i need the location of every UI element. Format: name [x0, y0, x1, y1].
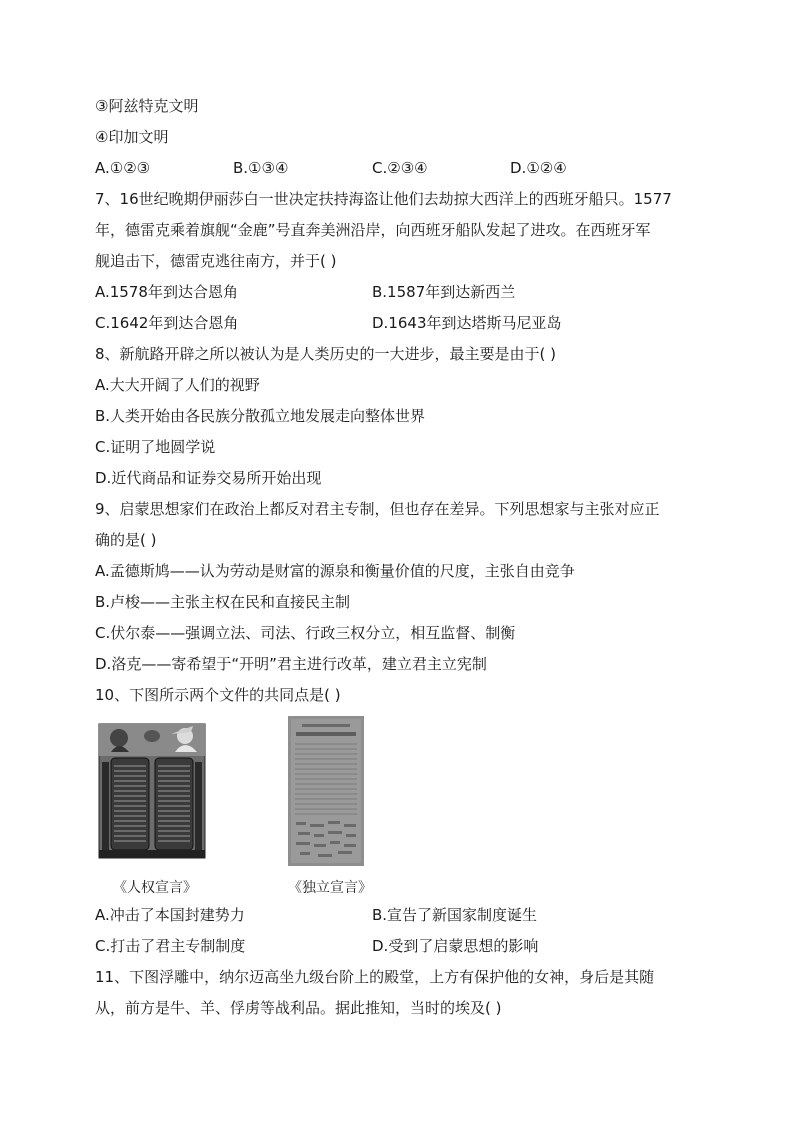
q9-stem-line-2: 确的是( ): [95, 531, 157, 549]
q6-option-d: D.①②④: [510, 159, 567, 177]
q10-option-d: D.受到了启蒙思想的影响: [372, 937, 539, 955]
q7-option-a: A.1578年到达合恩角: [95, 283, 238, 301]
q8-option-b: B.人类开始由各民族分散孤立地发展走向整体世界: [95, 407, 426, 425]
q9-option-d: D.洛克——寄希望于“开明”君主进行改革，建立君主立宪制: [95, 655, 487, 673]
q6-option-b: B.①③④: [233, 159, 289, 177]
q6-option-a: A.①②③: [95, 159, 151, 177]
q11-stem-line-1: 11、下图浮雕中，纳尔迈高坐九级台阶上的殿堂，上方有保护他的女神，身后是其随: [95, 968, 655, 986]
declaration-of-independence-image: [288, 716, 364, 866]
caption-rights-of-man: 《人权宣言》: [113, 880, 197, 896]
q10-option-c: C.打击了君主专制制度: [95, 937, 246, 955]
q7-stem-line-3: 舰追击下，德雷克逃往南方，并于( ): [95, 252, 337, 270]
q7-option-b: B.1587年到达新西兰: [372, 283, 516, 301]
q8-option-a: A.大大开阔了人们的视野: [95, 376, 260, 394]
declaration-rights-of-man-image: [97, 722, 207, 862]
item-aztec: ③阿兹特克文明: [95, 97, 199, 115]
item-inca: ④印加文明: [95, 128, 169, 146]
q8-option-c: C.证明了地圆学说: [95, 438, 216, 456]
q7-option-c: C.1642年到达合恩角: [95, 314, 239, 332]
q9-option-c: C.伏尔泰——强调立法、司法、行政三权分立，相互监督、制衡: [95, 624, 516, 642]
q10-stem: 10、下图所示两个文件的共同点是( ): [95, 686, 341, 704]
q9-stem-line-1: 9、启蒙思想家们在政治上都反对君主专制，但也存在差异。下列思想家与主张对应正: [95, 500, 660, 518]
q7-stem-line-2: 年，德雷克乘着旗舰“金鹿”号直奔美洲沿岸，向西班牙船队发起了进攻。在西班牙军: [95, 221, 651, 239]
q7-stem-line-1: 7、16世纪晚期伊丽莎白一世决定扶持海盗让他们去劫掠大西洋上的西班牙船只。1577: [95, 190, 672, 208]
declaration-of-independence-drawing: [288, 716, 364, 866]
q10-option-a: A.冲击了本国封建势力: [95, 906, 245, 924]
q6-option-c: C.②③④: [372, 159, 428, 177]
q10-option-b: B.宣告了新国家制度诞生: [372, 906, 538, 924]
q9-option-b: B.卢梭——主张主权在民和直接民主制: [95, 593, 351, 611]
q11-stem-line-2: 从，前方是牛、羊、俘虏等战利品。据此推知，当时的埃及( ): [95, 999, 502, 1017]
caption-independence: 《独立宣言》: [288, 880, 372, 896]
declaration-rights-of-man-drawing: [97, 722, 207, 862]
q9-option-a: A.孟德斯鸠——认为劳动是财富的源泉和衡量价值的尺度，主张自由竞争: [95, 562, 575, 580]
q8-option-d: D.近代商品和证券交易所开始出现: [95, 469, 322, 487]
q8-stem: 8、新航路开辟之所以被认为是人类历史的一大进步，最主要是由于( ): [95, 345, 557, 363]
q7-option-d: D.1643年到达塔斯马尼亚岛: [372, 314, 562, 332]
